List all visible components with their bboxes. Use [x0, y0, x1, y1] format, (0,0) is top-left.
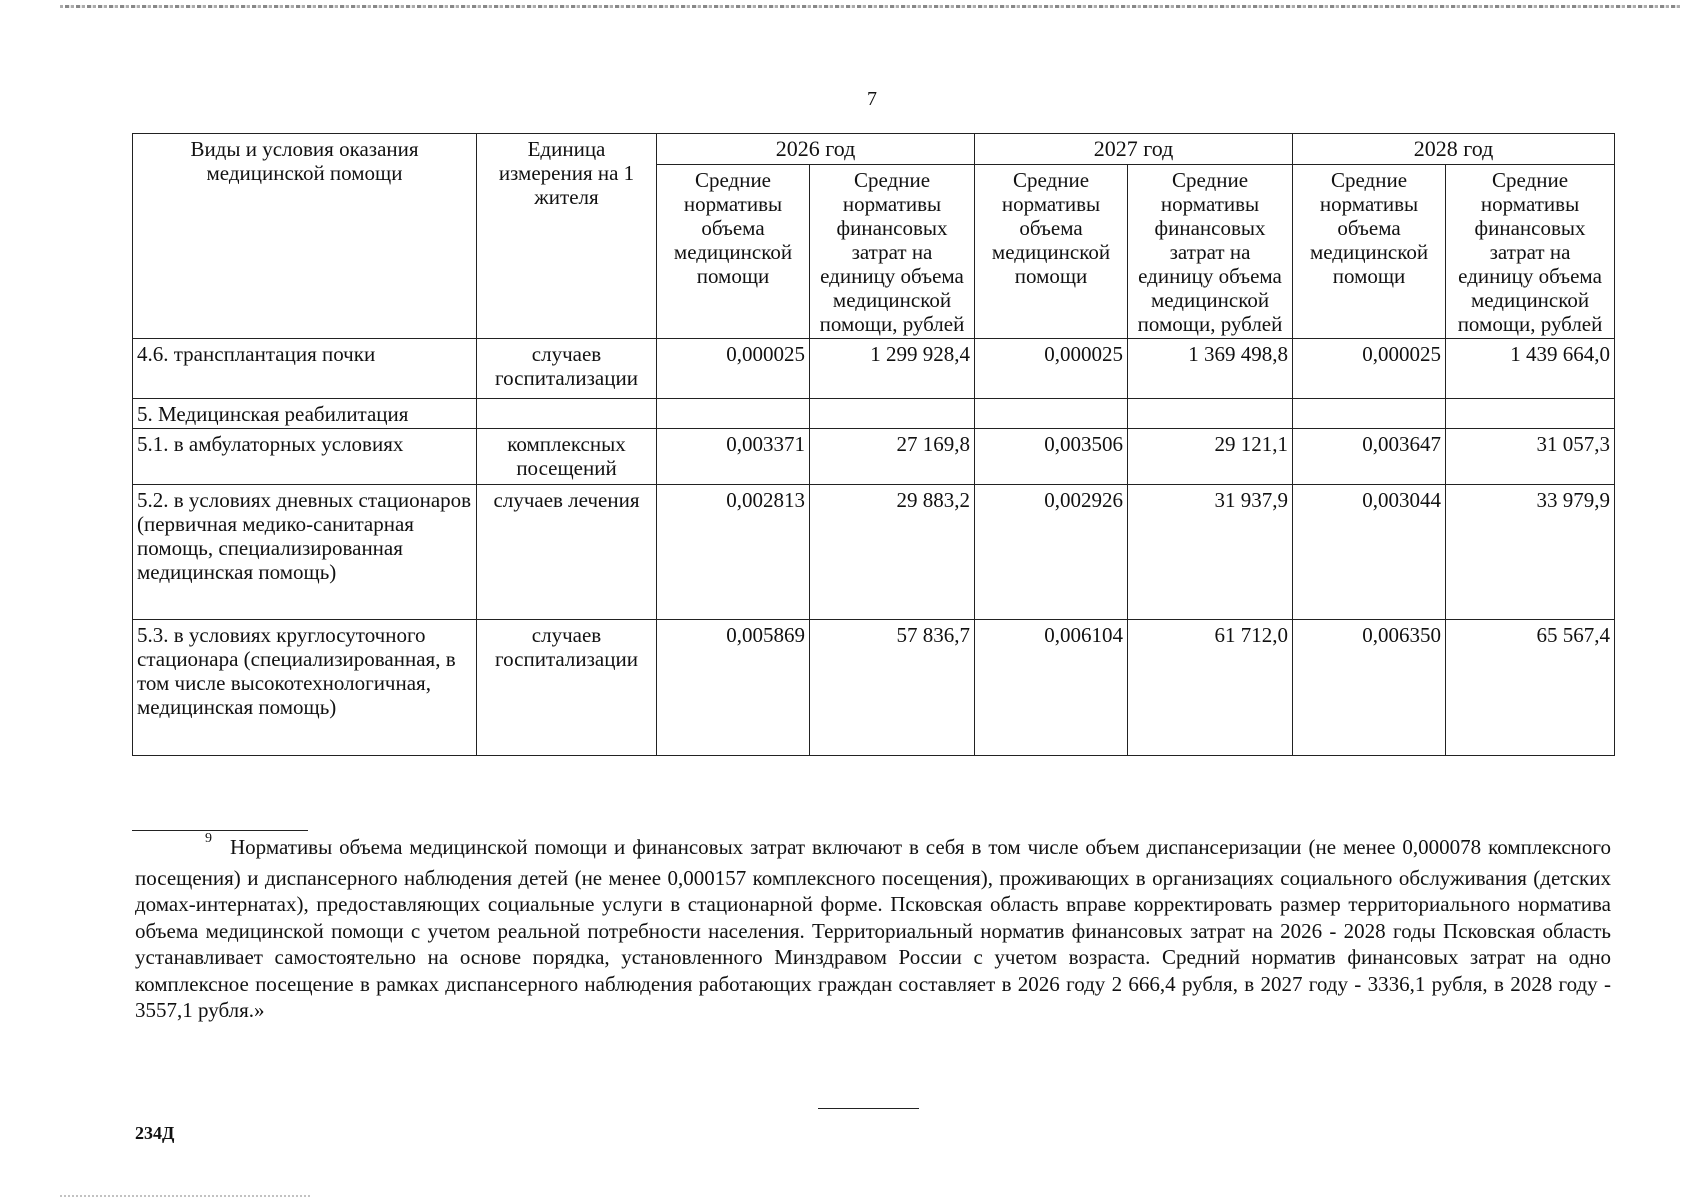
cell-volume-2028: 0,000025 — [1293, 339, 1446, 399]
table-row — [133, 399, 1615, 429]
row-unit — [477, 399, 657, 429]
header-volume-2026: Средние нормативы объема медицинской помощи — [657, 165, 810, 339]
cell-cost-2026 — [810, 399, 975, 429]
cell-cost-2028: 65 567,4 — [1446, 620, 1615, 756]
cell-volume-2028: 0,003647 — [1293, 429, 1446, 485]
cell-cost-2026: 29 883,2 — [810, 485, 975, 620]
footnote — [135, 831, 1611, 1024]
row-name: 4.6. трансплантация почки — [133, 339, 477, 399]
header-kind: Виды и условия оказания медицинской помощи — [133, 134, 477, 339]
cell-volume-2026: 0,005869 — [657, 620, 810, 756]
footnote-text: Нормативы объема медицинской помощи и финансовых затрат включают в себя в том числе объем диспансеризации (не менее 0,000078 комплексного посещения) и диспансерного наблюдения детей (не менее 0,000157 комплексного посещения), проживающих в организациях социального обслуживания (детских домах-интернатах), предоставляющих социальные услуги в стационарной форме. Псковская область вправе корректировать размер территориального норматива объема медицинской помощи с учетом реальной потребности населения. Территориальный норматив финансовых затрат на 2026 - 2028 годы Псковская область устанавливает самостоятельно на основе порядка, установленного Минздравом России с учетом возраста. Средний норматив финансовых затрат на одно комплексное посещение в рамках диспансерного наблюдения работающих граждан составляет в 2026 году 2 666,4 рубля, в 2027 году - 3336,1 рубля, в 2028 году - 3557,1 рубля.» — [135, 835, 1611, 1022]
cell-volume-2027: 0,006104 — [975, 620, 1128, 756]
cell-volume-2026: 0,003371 — [657, 429, 810, 485]
row-name: 5. Медицинская реабилитация — [133, 399, 477, 429]
row-unit: случаев лечения — [477, 485, 657, 620]
row-unit: случаев госпитализации — [477, 339, 657, 399]
page-number: 7 — [867, 88, 877, 110]
header-unit: Единица измерения на 1 жителя — [477, 134, 657, 339]
footnote-separator — [132, 830, 308, 831]
footnote-mark: 9 — [205, 831, 212, 846]
table-row — [133, 339, 1615, 399]
cell-cost-2026: 1 299 928,4 — [810, 339, 975, 399]
header-year-2026: 2026 год — [657, 134, 975, 165]
row-unit: случаев госпитализации — [477, 620, 657, 756]
cell-cost-2027 — [1128, 399, 1293, 429]
header-year-2027: 2027 год — [975, 134, 1293, 165]
header-volume-2028: Средние нормативы объема медицинской помощи — [1293, 165, 1446, 339]
cell-cost-2027: 61 712,0 — [1128, 620, 1293, 756]
cell-volume-2028: 0,006350 — [1293, 620, 1446, 756]
cell-cost-2026: 27 169,8 — [810, 429, 975, 485]
document-code: 234Д — [135, 1123, 175, 1143]
row-name: 5.2. в условиях дневных стационаров (первичная медико-санитарная помощь, специализированная медицинская помощь) — [133, 485, 477, 620]
scan-edge-top — [60, 5, 1680, 8]
header-row-years — [133, 134, 1615, 165]
header-year-2028: 2028 год — [1293, 134, 1615, 165]
cell-volume-2027 — [975, 399, 1128, 429]
header-cost-2028: Средние нормативы финансовых затрат на единицу объема медицинской помощи, рублей — [1446, 165, 1615, 339]
table-row — [133, 485, 1615, 620]
table-row — [133, 620, 1615, 756]
cell-volume-2027: 0,002926 — [975, 485, 1128, 620]
norms-table — [132, 133, 1615, 756]
end-rule — [818, 1108, 919, 1109]
cell-volume-2026: 0,002813 — [657, 485, 810, 620]
cell-cost-2028: 31 057,3 — [1446, 429, 1615, 485]
cell-volume-2028 — [1293, 399, 1446, 429]
cell-volume-2027: 0,000025 — [975, 339, 1128, 399]
header-cost-2026: Средние нормативы финансовых затрат на единицу объема медицинской помощи, рублей — [810, 165, 975, 339]
cell-volume-2026 — [657, 399, 810, 429]
header-cost-2027: Средние нормативы финансовых затрат на единицу объема медицинской помощи, рублей — [1128, 165, 1293, 339]
cell-cost-2026: 57 836,7 — [810, 620, 975, 756]
cell-cost-2027: 31 937,9 — [1128, 485, 1293, 620]
cell-cost-2027: 1 369 498,8 — [1128, 339, 1293, 399]
header-volume-2027: Средние нормативы объема медицинской помощи — [975, 165, 1128, 339]
cell-cost-2027: 29 121,1 — [1128, 429, 1293, 485]
cell-volume-2026: 0,000025 — [657, 339, 810, 399]
cell-cost-2028: 33 979,9 — [1446, 485, 1615, 620]
row-name: 5.1. в амбулаторных условиях — [133, 429, 477, 485]
row-unit: комплексных посещений — [477, 429, 657, 485]
cell-cost-2028 — [1446, 399, 1615, 429]
cell-cost-2028: 1 439 664,0 — [1446, 339, 1615, 399]
cell-volume-2027: 0,003506 — [975, 429, 1128, 485]
table-row — [133, 429, 1615, 485]
row-name: 5.3. в условиях круглосуточного стационара (специализированная, в том числе высокотехнологичная, медицинская помощь) — [133, 620, 477, 756]
scan-edge-bottom — [60, 1195, 310, 1197]
cell-volume-2028: 0,003044 — [1293, 485, 1446, 620]
